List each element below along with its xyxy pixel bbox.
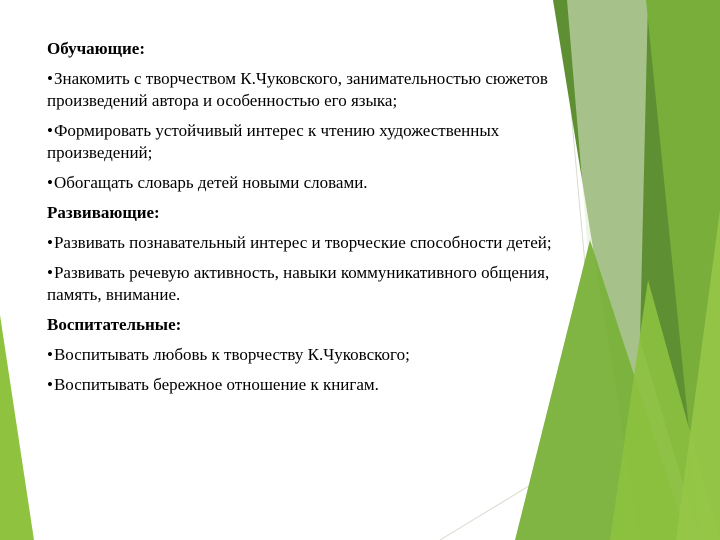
list-item-text: Знакомить с творчеством К.Чуковского, занимательностью сюжетов произведений автора и особенностью его языка;: [47, 69, 548, 110]
list-item: [47, 120, 567, 164]
list-item-text: Формировать устойчивый интерес к чтению художественных произведений;: [47, 121, 500, 162]
list-item-text: Воспитывать любовь к творчеству К.Чуковского;: [53, 345, 410, 364]
left-triangle: [0, 315, 34, 540]
bullet: •: [47, 233, 53, 252]
list-item-text: Развивать познавательный интерес и творческие способности детей;: [53, 233, 552, 252]
bullet: •: [47, 375, 53, 394]
section-heading-learning: Обучающие:: [47, 39, 146, 58]
bullet: •: [47, 121, 53, 140]
bullet: •: [47, 173, 53, 192]
section-heading-educational: Воспитательные:: [47, 315, 182, 334]
slide-content: [47, 38, 567, 404]
list-item: [47, 172, 567, 194]
section-heading-developing: Развивающие:: [47, 203, 160, 222]
bullet: •: [47, 345, 53, 364]
list-item: [47, 262, 567, 306]
list-item-text: Развивать речевую активность, навыки коммуникативного общения, память, внимание.: [47, 263, 550, 304]
list-item: [47, 344, 567, 366]
list-item: [47, 374, 567, 396]
bullet: •: [47, 69, 53, 88]
list-item-text: Воспитывать бережное отношение к книгам.: [53, 375, 379, 394]
list-item-text: Обогащать словарь детей новыми словами.: [53, 173, 368, 192]
bullet: •: [47, 263, 53, 282]
list-item: [47, 232, 567, 254]
list-item: [47, 68, 567, 112]
